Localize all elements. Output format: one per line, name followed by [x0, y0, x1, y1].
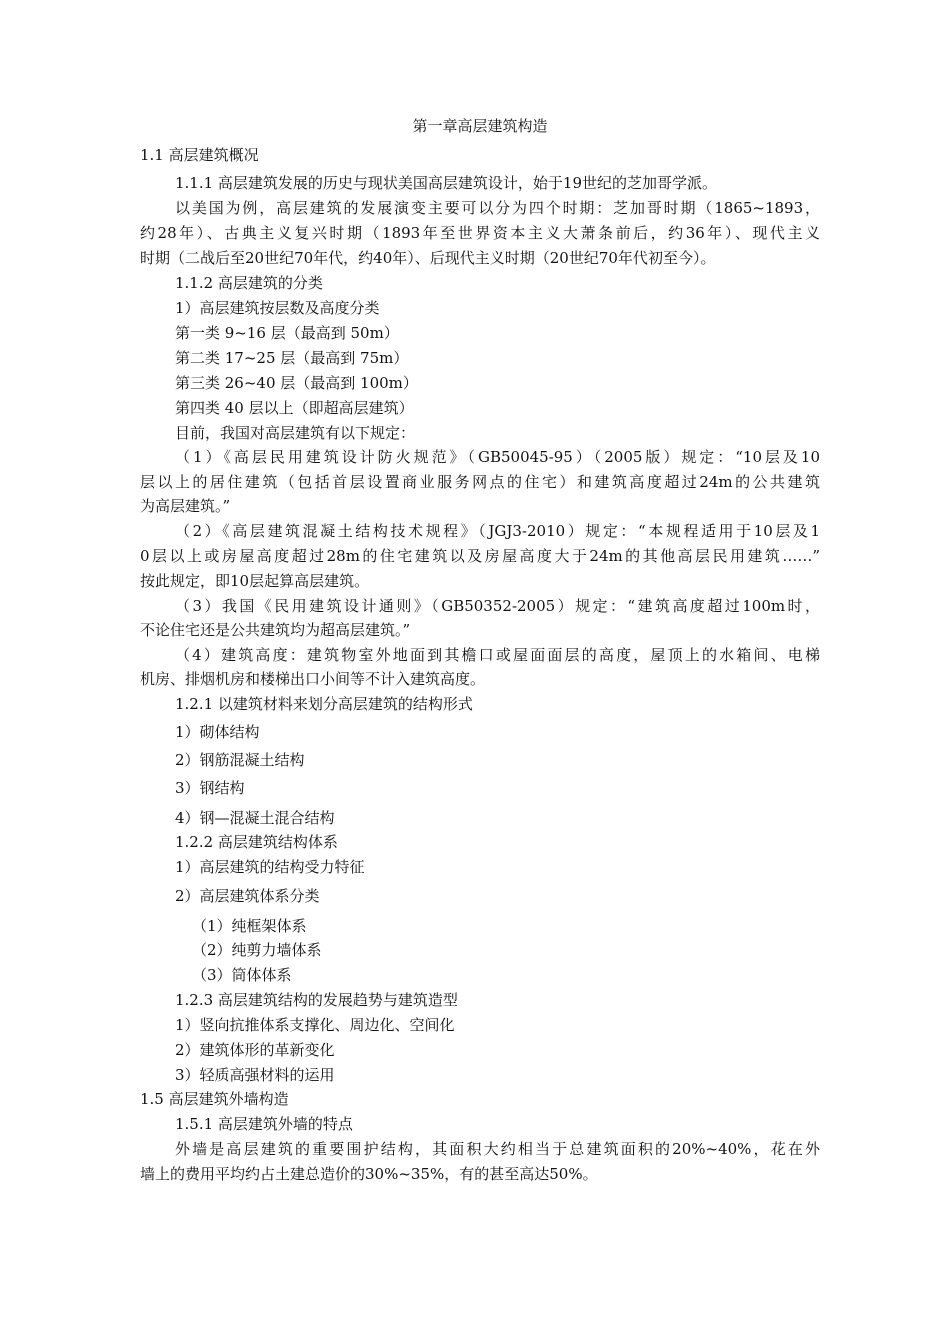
list-item: 第一类 9~16 层（最高到 50m） [175, 324, 399, 342]
paragraph-line: 层以上的居住建筑（包括首层设置商业服务网点的住宅）和建筑高度超过24m的公共建筑 [140, 473, 820, 491]
paragraph-line: （3）我国《民用建筑设计通则》（GB50352-2005）规定：“建筑高度超过100m时， [175, 597, 820, 615]
list-item: 1）砌体结构 [175, 723, 260, 741]
paragraph-line: 不论住宅还是公共建筑均为超高层建筑。” [140, 621, 411, 639]
paragraph-line: 0层以上或房屋高度超过28m的住宅建筑以及房屋高度大于24m的其他高层民用建筑……” [140, 547, 820, 565]
subsection-heading: 1.2.2 高层建筑结构体系 [175, 833, 338, 851]
list-item: 3）轻质高强材料的运用 [175, 1066, 335, 1084]
list-item: （3）筒体体系 [192, 966, 292, 984]
list-item: 1）竖向抗推体系支撑化、周边化、空间化 [175, 1016, 455, 1034]
paragraph-line: 目前，我国对高层建筑有以下规定： [175, 424, 416, 442]
paragraph-line: 按此规定，即10层起算高层建筑。 [140, 572, 370, 590]
list-item: 4）钢—混凝土混合结构 [175, 809, 335, 827]
list-item: 第四类 40 层以上（即超高层建筑） [175, 399, 414, 417]
section-heading: 1.1 高层建筑概况 [140, 146, 259, 164]
section-heading: 1.5 高层建筑外墙构造 [140, 1090, 289, 1108]
paragraph-line: 约28年）、古典主义复兴时期（1893年至世界资本主义大萧条前后，约36年）、现代主义 [140, 224, 820, 242]
subsection-heading: 1.1.2 高层建筑的分类 [175, 274, 323, 292]
list-item: 第二类 17~25 层（最高到 75m） [175, 349, 409, 367]
list-item: 第三类 26~40 层（最高到 100m） [175, 374, 418, 392]
list-item: （1）纯框架体系 [192, 917, 307, 935]
list-item: 2）钢筋混凝土结构 [175, 751, 305, 769]
paragraph-line: 1.1.1 高层建筑发展的历史与现状美国高层建筑设计，始于19世纪的芝加哥学派。 [175, 174, 718, 192]
paragraph-line: 墙上的费用平均约占土建总造价的30%~35%，有的甚至高达50%。 [140, 1165, 598, 1183]
list-item: 2）高层建筑体系分类 [175, 887, 320, 905]
subsection-heading: 1.5.1 高层建筑外墙的特点 [175, 1115, 353, 1133]
paragraph-line: 为高层建筑。” [140, 497, 231, 515]
list-item: 1）高层建筑的结构受力特征 [175, 858, 365, 876]
paragraph-line: 机房、排烟机房和楼梯出口小间等不计入建筑高度。 [140, 670, 486, 688]
paragraph-line: （1）《高层民用建筑设计防火规范》（GB50045-95）（2005版）规定：“10层及10 [175, 448, 820, 466]
paragraph-line: 外墙是高层建筑的重要围护结构，其面积大约相当于总建筑面积的20%~40%，花在外 [175, 1140, 820, 1158]
paragraph-line: 以美国为例，高层建筑的发展演变主要可以分为四个时期：芝加哥时期（1865~1893， [175, 199, 820, 217]
list-item: （2）纯剪力墙体系 [192, 941, 322, 959]
paragraph-line: （2）《高层建筑混凝土结构技术规程》（JGJ3-2010）规定：“本规程适用于10层及1 [175, 522, 820, 540]
list-item: 3）钢结构 [175, 779, 245, 797]
chapter-title: 第一章高层建筑构造 [412, 117, 548, 135]
paragraph-line: 时期（二战后至20世纪70年代，约40年）、后现代主义时期（20世纪70年代初至今）。 [140, 249, 716, 267]
paragraph-line: （4）建筑高度：建筑物室外地面到其檐口或屋面面层的高度，屋顶上的水箱间、电梯 [175, 646, 820, 664]
subsection-heading: 1.2.3 高层建筑结构的发展趋势与建筑造型 [175, 991, 458, 1009]
list-item: 1）高层建筑按层数及高度分类 [175, 299, 380, 317]
list-item: 2）建筑体形的革新变化 [175, 1041, 335, 1059]
subsection-heading: 1.2.1 以建筑材料来划分高层建筑的结构形式 [175, 695, 473, 713]
